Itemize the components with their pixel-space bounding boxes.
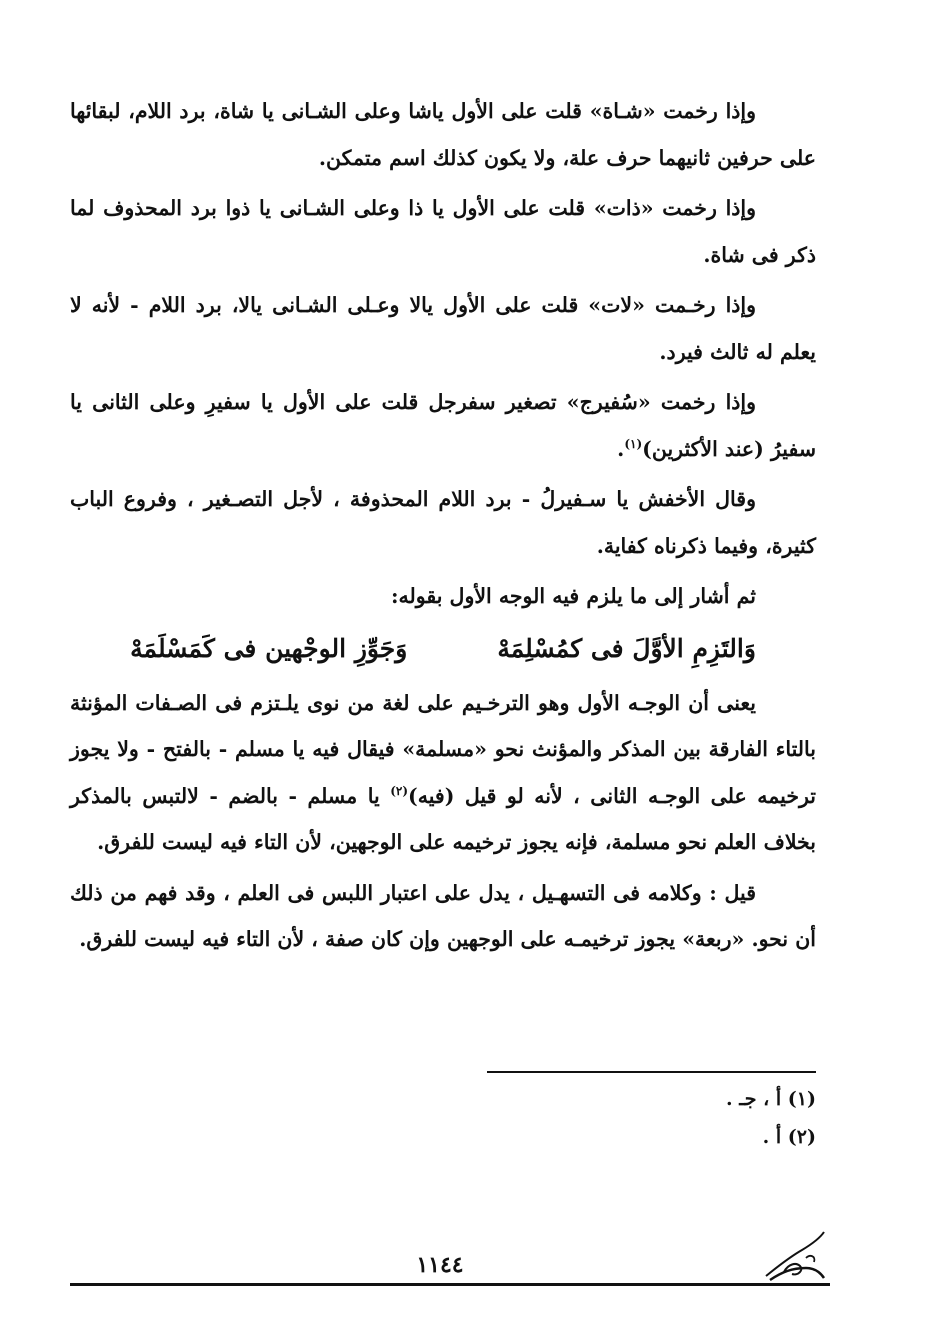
bottom-rule: [70, 1283, 830, 1286]
paragraph-lat: وإذا رخـمت «لات» قلت على الأول يالا وعـلى الشـانى يالا، برد اللام - لأنه لا يعلم له ثالث فيرد.: [70, 293, 816, 364]
paragraph-dhat: وإذا رخمت «ذات» قلت على الأول يا ذا وعلى الشـانى يا ذوا برد المحذوف لما ذكر فى شاة.: [70, 196, 816, 267]
footnote-2: (٢) أ .: [762, 1126, 816, 1148]
paragraph-sufayrij-text: وإذا رخمت «سُفيرج» تصغير سفرجل قلت على الأول يا سفيرِ وعلى الثانى يا سفيرُ (عند الأكثرين): [70, 390, 816, 461]
paragraph-shah: وإذا رخمت «شـاة» قلت على الأول ياشا وعلى الشـانى يا شاة، برد اللام، لبقائها على حرفين ثانيهما حرف علة، ولا يكون كذلك اسم متمكن.: [70, 99, 816, 170]
verse-line: [70, 620, 816, 678]
commentary-text-b: يا مسلم - بالضم - لالتبس بالمذكر بخلاف العلم نحو مسلمة، فإنه يجوز ترخيمه على الوجهين، لأن التاء فيه ليست للفرق.: [70, 783, 816, 854]
commentary-paragraph-2: قيل : وكلامه فى التسهـيل ، يدل على اعتبار اللبس فى العلم ، وقد فهم من ذلك أن نحو. «ربعة» يجوز ترخيمـه على الوجهين وإن كان صفة ، لأن التاء فيه ليست للفرق.: [70, 880, 816, 951]
verse-left-hemistich: وَجَوِّزِ الوجْهين فى كَمَسْلَمَهْ: [130, 633, 408, 663]
commentary-paragraph-1: [70, 680, 816, 866]
footnote-separator: [487, 1071, 816, 1073]
footnotes: [500, 1080, 816, 1156]
footnote-ref-1: (١): [624, 436, 643, 451]
verse-right-hemistich: وَالتَزِمِ الأوَّلَ فى كمُسْلِمَهْ: [497, 633, 756, 663]
paragraph-sufayrij: وإذا رخمت «سُفيرج» تصغير سفرجل قلت على الأول يا سفيرِ وعلى الثانى يا سفيرُ (عند الأكثرين)$^{(١)}$.: [70, 390, 816, 461]
commentary-text-a: يعنى أن الوجـه الأول وهو الترخـيم على لغة من نوى يلـتزم فى الصـفات المؤنثة بالتاء الفارقة بين المذكر والمؤنث نحو «مسلمة» فيقال فيه يا مسلم - بالفتح - ولا يجوز ترخيمه على الوجـه الثانى ، لأنه لو قيل (فيه): [70, 690, 817, 808]
page-number: ١١٤٤: [416, 1252, 464, 1278]
footnote-1: (١) أ ، جـ .: [725, 1088, 816, 1110]
ornament-icon: [762, 1228, 828, 1286]
footnote-ref-2: (٢): [390, 783, 409, 798]
main-text: [70, 88, 816, 967]
paragraph-akhfash: وقال الأخفش يا سـفيرلُ - برد اللام المحذوفة ، لأجل التصـغير ، وفروع الباب كثيرة، وفيما ذكرناه كفاية.: [70, 487, 816, 558]
paragraph-verse-intro: ثم أشار إلى ما يلزم فيه الوجه الأول بقوله:: [390, 584, 756, 608]
